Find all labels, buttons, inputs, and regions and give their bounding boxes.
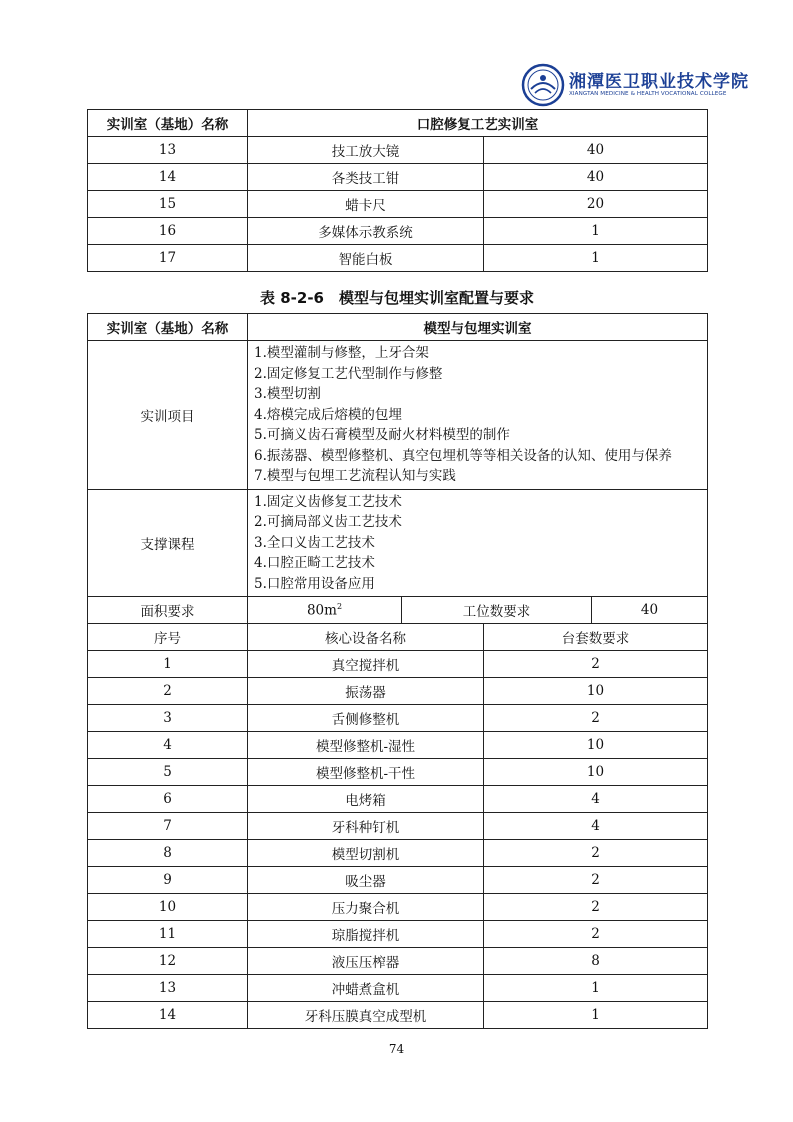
table-row [88, 867, 708, 894]
training-items-label: 实训项目 [88, 341, 248, 490]
table-row [88, 975, 708, 1002]
area-value: $80m^2$ [248, 597, 402, 624]
equipment-name: 振荡器 [248, 678, 484, 705]
equipment-name: 电烤箱 [248, 786, 484, 813]
list-item: 7.模型与包埋工艺流程认知与实践 [254, 468, 456, 484]
table-row [88, 786, 708, 813]
row-number: 6 [88, 786, 248, 813]
equipment-name: 技工放大镜 [248, 137, 484, 164]
row-number: 9 [88, 867, 248, 894]
equipment-header-row [88, 624, 708, 651]
row-number: 13 [88, 137, 248, 164]
table-header-row [88, 314, 708, 341]
training-items-list [248, 341, 708, 490]
table-row [88, 921, 708, 948]
list-item: 4.口腔正畸工艺技术 [254, 555, 375, 571]
equipment-name: 压力聚合机 [248, 894, 484, 921]
equipment-name: 各类技工钳 [248, 164, 484, 191]
row-number: 16 [88, 218, 248, 245]
equipment-qty: 1 [484, 1002, 708, 1029]
table-row [88, 245, 708, 272]
area-row [88, 597, 708, 624]
college-logo [521, 63, 749, 107]
equipment-name: 蜡卡尺 [248, 191, 484, 218]
equipment-qty: 40 [484, 137, 708, 164]
table-row [88, 705, 708, 732]
list-item: 1.固定义齿修复工艺技术 [254, 493, 402, 510]
list-item: 5.可摘义齿石膏模型及耐火材料模型的制作 [254, 427, 510, 443]
table-row [88, 759, 708, 786]
row-number: 17 [88, 245, 248, 272]
table-row [88, 948, 708, 975]
table-row [88, 1002, 708, 1029]
equipment-qty: 2 [484, 840, 708, 867]
col-no-header: 序号 [88, 624, 248, 651]
row-number: 1 [88, 651, 248, 678]
equipment-qty: 1 [484, 245, 708, 272]
col-qty-header: 台套数要求 [484, 624, 708, 651]
table-row [88, 137, 708, 164]
courses-label: 支撑课程 [88, 489, 248, 597]
row-number: 2 [88, 678, 248, 705]
courses-row [88, 489, 708, 597]
area-label: 面积要求 [88, 597, 248, 624]
stations-value: 40 [592, 597, 708, 624]
equipment-qty: 1 [484, 975, 708, 1002]
equipment-qty: 2 [484, 651, 708, 678]
stations-label: 工位数要求 [402, 597, 592, 624]
equipment-table-continued [87, 109, 708, 272]
courses-list [248, 489, 708, 597]
model-embedding-lab-table [87, 313, 708, 1029]
equipment-name: 琼脂搅拌机 [248, 921, 484, 948]
equipment-qty: 2 [484, 705, 708, 732]
list-item: 4.熔模完成后熔模的包埋 [254, 406, 402, 423]
equipment-qty: 10 [484, 732, 708, 759]
room-name-label: 实训室（基地）名称 [88, 314, 248, 341]
equipment-qty: 40 [484, 164, 708, 191]
list-item: 3.全口义齿工艺技术 [254, 534, 375, 551]
list-item: 3.模型切割 [254, 386, 321, 402]
equipment-name: 真空搅拌机 [248, 651, 484, 678]
equipment-qty: 10 [484, 759, 708, 786]
equipment-name: 模型切割机 [248, 840, 484, 867]
college-emblem-icon [521, 63, 565, 107]
training-items-row [88, 341, 708, 490]
list-item: 1.模型灌制与修整，上牙合架 [254, 345, 429, 361]
row-number: 15 [88, 191, 248, 218]
equipment-name: 多媒体示教系统 [248, 218, 484, 245]
table-row [88, 840, 708, 867]
table-row [88, 813, 708, 840]
equipment-qty: 20 [484, 191, 708, 218]
equipment-qty: 2 [484, 921, 708, 948]
logo-chinese-name: 湘潭医卫职业技术学院 [569, 72, 749, 92]
table-row [88, 191, 708, 218]
row-number: 5 [88, 759, 248, 786]
page-number: 74 [388, 1042, 405, 1056]
equipment-name: 舌侧修整机 [248, 705, 484, 732]
list-item: 2.可摘局部义齿工艺技术 [254, 514, 402, 530]
equipment-name: 冲蜡煮盒机 [248, 975, 484, 1002]
row-number: 14 [88, 164, 248, 191]
equipment-name: 牙科种钉机 [248, 813, 484, 840]
table-header-row [88, 110, 708, 137]
row-number: 8 [88, 840, 248, 867]
equipment-qty: 10 [484, 678, 708, 705]
table-row [88, 678, 708, 705]
equipment-name: 液压压榨器 [248, 948, 484, 975]
table-row [88, 164, 708, 191]
row-number: 11 [88, 921, 248, 948]
equipment-qty: 4 [484, 813, 708, 840]
table-row [88, 651, 708, 678]
list-item: 6.振荡器、模型修整机、真空包埋机等等相关设备的认知、使用与保养 [254, 447, 672, 464]
equipment-qty: 1 [484, 218, 708, 245]
table-row [88, 732, 708, 759]
row-number: 10 [88, 894, 248, 921]
equipment-name: 模型修整机-干性 [248, 759, 484, 786]
logo-english-name: XIANGTAN MEDICINE & HEALTH VOCATIONAL COLLEGE [569, 91, 727, 97]
equipment-qty: 2 [484, 867, 708, 894]
row-number: 3 [88, 705, 248, 732]
row-number: 7 [88, 813, 248, 840]
equipment-name: 牙科压膜真空成型机 [248, 1002, 484, 1029]
room-name-label: 实训室（基地）名称 [88, 110, 248, 137]
table-caption: 表 8-2-6 模型与包埋实训室配置与要求 [260, 289, 534, 307]
row-number: 13 [88, 975, 248, 1002]
row-number: 14 [88, 1002, 248, 1029]
table-row [88, 894, 708, 921]
list-item: 5.口腔常用设备应用 [254, 575, 375, 592]
col-name-header: 核心设备名称 [248, 624, 484, 651]
room-name-value: 口腔修复工艺实训室 [248, 110, 708, 137]
row-number: 4 [88, 732, 248, 759]
list-item: 2.固定修复工艺代型制作与修整 [254, 365, 443, 382]
room-name-value: 模型与包埋实训室 [248, 314, 708, 341]
equipment-qty: 2 [484, 894, 708, 921]
equipment-qty: 8 [484, 948, 708, 975]
equipment-name: 智能白板 [248, 245, 484, 272]
equipment-name: 模型修整机-湿性 [248, 732, 484, 759]
row-number: 12 [88, 948, 248, 975]
equipment-name: 吸尘器 [248, 867, 484, 894]
table-row [88, 218, 708, 245]
equipment-qty: 4 [484, 786, 708, 813]
